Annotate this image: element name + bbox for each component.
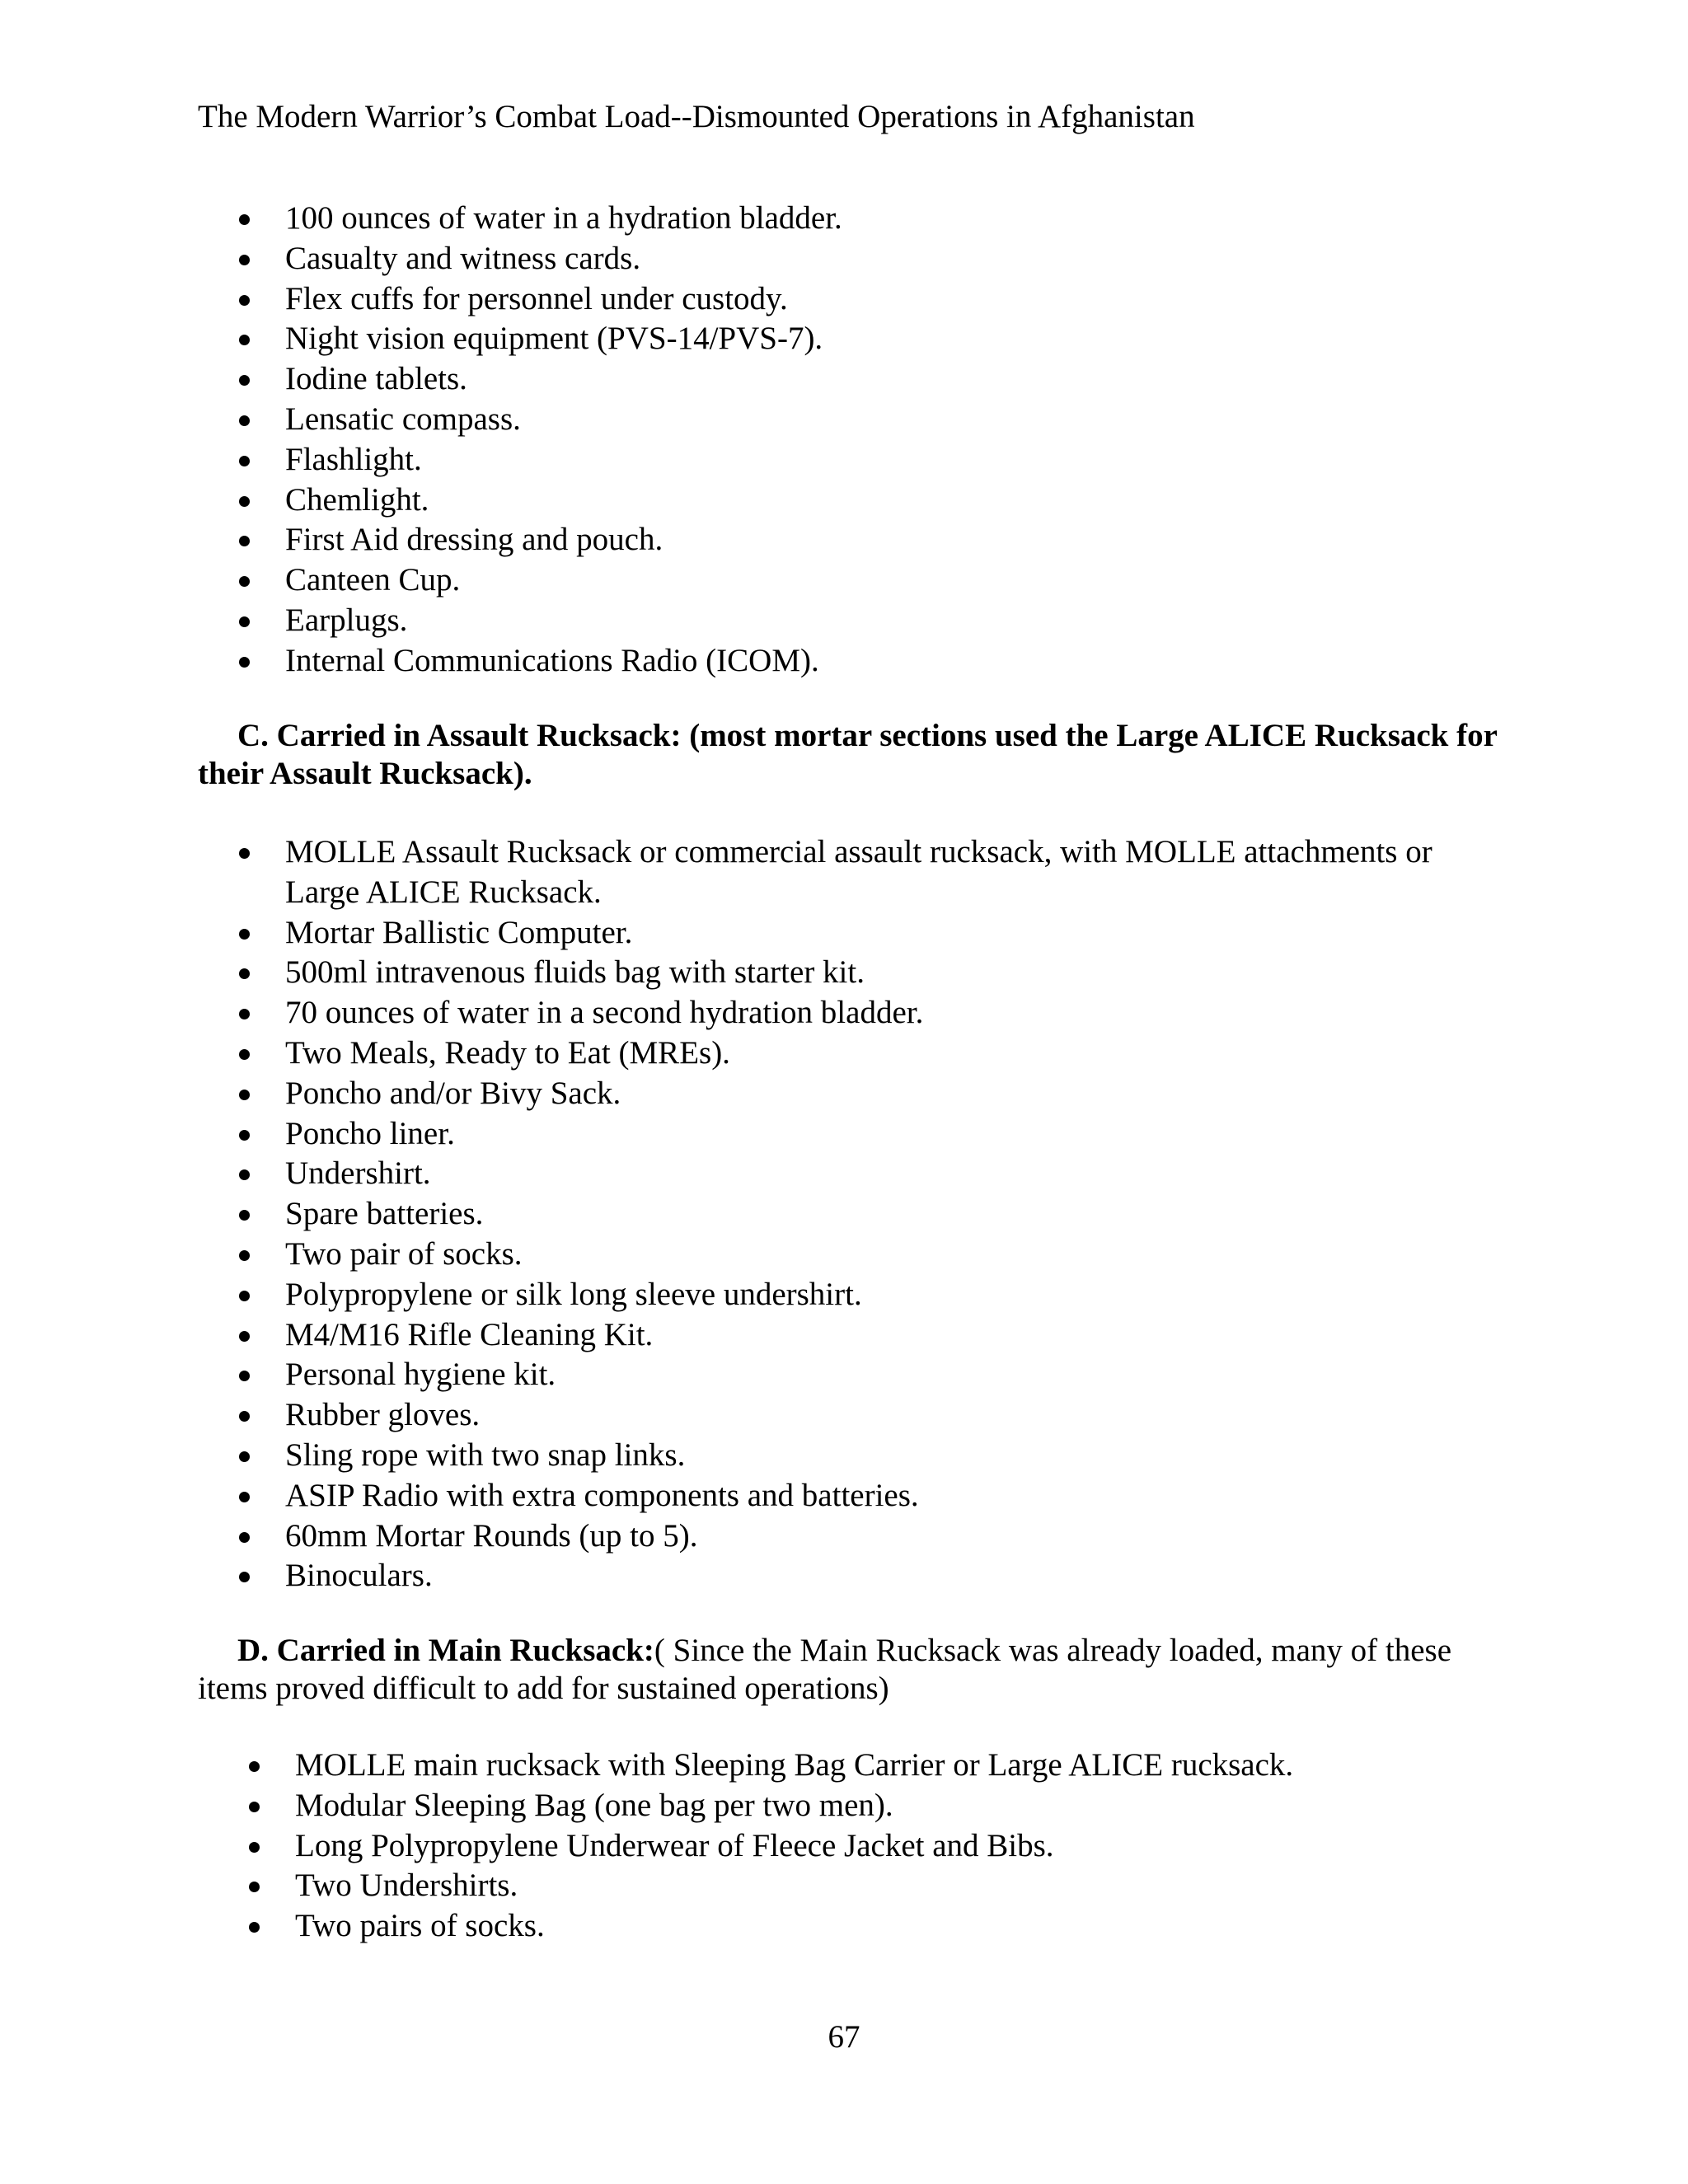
- section-d-list: [208, 1746, 1500, 1947]
- list-item: Sling rope with two snap links.: [198, 1436, 1500, 1476]
- list-item: First Aid dressing and pouch.: [198, 520, 1500, 560]
- list-item: Canteen Cup.: [198, 560, 1500, 601]
- list-item: Flashlight.: [198, 440, 1500, 480]
- list-item: Two pair of socks.: [198, 1235, 1500, 1275]
- list-item: Two Meals, Ready to Eat (MREs).: [198, 1033, 1500, 1074]
- list-item: Long Polypropylene Underwear of Fleece Jacket and Bibs.: [208, 1826, 1500, 1867]
- list-item: Lensatic compass.: [198, 400, 1500, 440]
- section-b-list: [198, 199, 1500, 682]
- section-d-heading-label: D. Carried in Main Rucksack:: [237, 1633, 654, 1668]
- list-item: Chemlight.: [198, 480, 1500, 521]
- list-item: Earplugs.: [198, 601, 1500, 641]
- section-d-heading-text: ( Since the Main Rucksack was already loaded, many of these items proved difficult to add for sustained operations): [198, 1633, 1452, 1706]
- page-number: 67: [828, 2019, 860, 2055]
- list-item: Iodine tablets.: [198, 359, 1500, 400]
- list-item: MOLLE Assault Rucksack or commercial assault rucksack, with MOLLE attachments or Large ALICE Rucksack.: [198, 832, 1500, 913]
- list-item: Poncho liner.: [198, 1114, 1500, 1155]
- list-item: Personal hygiene kit.: [198, 1355, 1500, 1395]
- running-header: The Modern Warrior’s Combat Load--Dismounted Operations in Afghanistan: [198, 99, 1195, 134]
- list-item: Night vision equipment (PVS-14/PVS-7).: [198, 319, 1500, 359]
- list-item: Flex cuffs for personnel under custody.: [198, 279, 1500, 320]
- list-item: Casualty and witness cards.: [198, 239, 1500, 279]
- list-item: M4/M16 Rifle Cleaning Kit.: [198, 1315, 1500, 1356]
- list-item: MOLLE main rucksack with Sleeping Bag Carrier or Large ALICE rucksack.: [208, 1746, 1500, 1786]
- list-item: Internal Communications Radio (ICOM).: [198, 641, 1500, 682]
- section-c-list: [198, 832, 1500, 1596]
- list-item: Spare batteries.: [198, 1194, 1500, 1235]
- section-d-heading: [198, 1632, 1500, 1708]
- list-item: Undershirt.: [198, 1154, 1500, 1194]
- list-item: Binoculars.: [198, 1556, 1500, 1596]
- list-item: Modular Sleeping Bag (one bag per two men).: [208, 1786, 1500, 1826]
- list-item: ASIP Radio with extra components and batteries.: [198, 1476, 1500, 1516]
- list-item: 500ml intravenous fluids bag with starter kit.: [198, 953, 1500, 993]
- list-item: Two Undershirts.: [208, 1866, 1500, 1906]
- list-item: Rubber gloves.: [198, 1395, 1500, 1436]
- list-item: 60mm Mortar Rounds (up to 5).: [198, 1516, 1500, 1557]
- list-item: Two pairs of socks.: [208, 1906, 1500, 1947]
- list-item: Mortar Ballistic Computer.: [198, 913, 1500, 954]
- list-item: 100 ounces of water in a hydration bladder.: [198, 199, 1500, 239]
- list-item: 70 ounces of water in a second hydration bladder.: [198, 993, 1500, 1033]
- list-item: Poncho and/or Bivy Sack.: [198, 1074, 1500, 1114]
- section-c-heading: C. Carried in Assault Rucksack: (most mortar sections used the Large ALICE Rucksack for their Assault Rucksack).: [198, 718, 1498, 791]
- list-item: Polypropylene or silk long sleeve undershirt.: [198, 1275, 1500, 1315]
